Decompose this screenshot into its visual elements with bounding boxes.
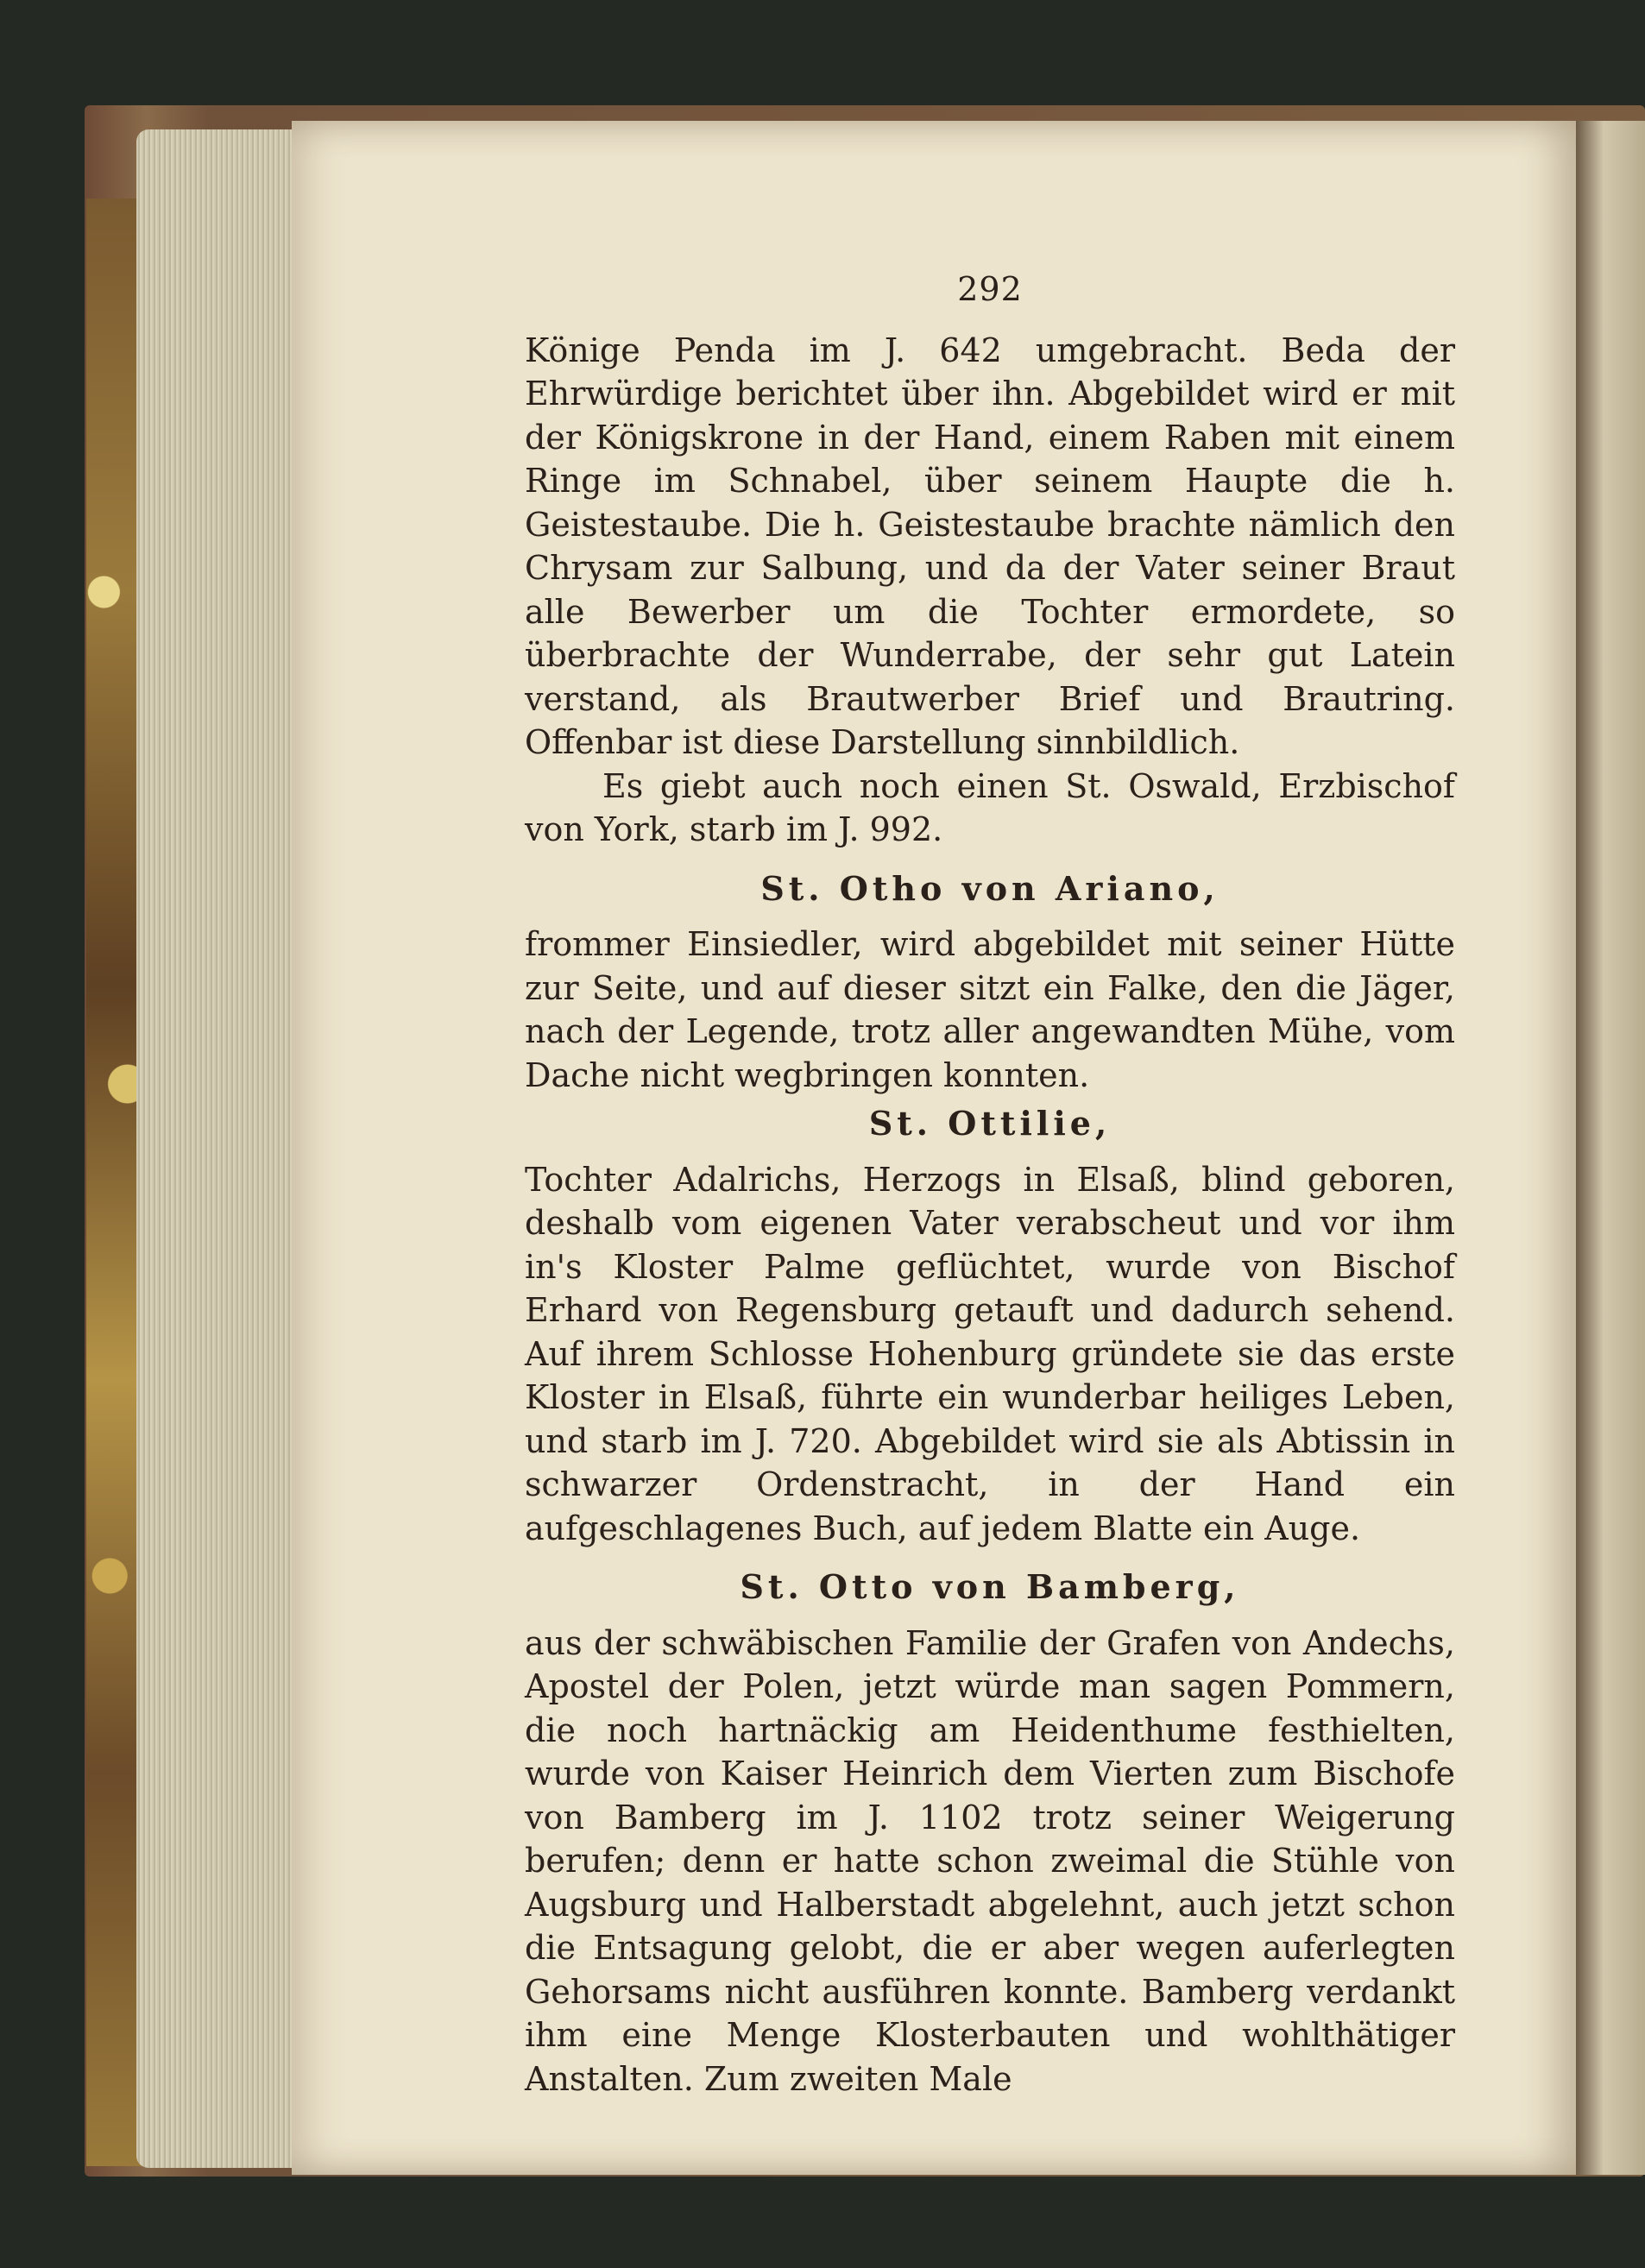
paragraph: Es giebt auch noch einen St. Oswald, Erzbischof von York, starb im J. 992. xyxy=(525,766,1455,848)
page-number: 292 xyxy=(957,270,1023,308)
page-content xyxy=(525,268,1455,2101)
section-heading-otto: St. Otto von Bamberg, xyxy=(740,1567,1240,1606)
section-body-otto: aus der schwäbischen Familie der Grafen von Andechs, Apostel der Polen, jetzt würde man sagen Pommern, die noch hartnäckig am Heidenthume festhielten, wurde von Kaiser Heinrich dem Vierten zum Bischofe von Bamberg im J. 1102 trotz seiner Weigerung berufen; denn er hatte schon zweimal die Stühle von Augsburg und Halberstadt abgelehnt, auch jetzt schon die Entsagung gelobt, die er aber wegen auferlegten Gehorsams nicht ausführen konnte. Bamberg verdankt ihm eine Menge Klosterbauten und wohlthätiger Anstalten. Zum zweiten Male xyxy=(525,1623,1455,2098)
section-body-ottilie: Tochter Adalrichs, Herzogs in Elsaß, blind geboren, deshalb vom eigenen Vater verabscheut und vor ihm in's Kloster Palme geflüchtet, wurde von Bischof Erhard von Regensburg getauft und dadurch sehend. Auf ihrem Schlosse Hohenburg gründete sie das erste Kloster in Elsaß, führte ein wunderbar heiliges Leben, und starb im J. 720. Abgebildet wird sie als Abtissin in schwarzer Ordenstracht, in der Hand ein aufgeschlagenes Buch, auf jedem Blatte ein Auge. xyxy=(525,1160,1455,1547)
facing-page-edge xyxy=(1576,121,1645,2175)
paragraph: Könige Penda im J. 642 umgebracht. Beda der Ehrwürdige berichtet über ihn. Abgebildet wird er mit der Königskrone in der Hand, einem Raben mit einem Ringe im Schnabel, über seinem Haupte die h. Geistestaube. Die h. Geistestaube brachte nämlich den Chrysam zur Salbung, und da der Vater seiner Braut alle Bewerber um die Tochter ermordete, so überbrachte der Wunderrabe, der sehr gut Latein verstand, als Brautwerber Brief und Brautring. Offenbar ist diese Darstellung sinnbildlich. xyxy=(525,331,1455,761)
page-edges xyxy=(136,129,300,2168)
section-heading-ottilie: St. Ottilie, xyxy=(868,1104,1112,1143)
section-body-otho: frommer Einsiedler, wird abgebildet mit seiner Hütte zur Seite, und auf dieser sitzt ein Falke, den die Jäger, nach der Legende, trotz aller angewandten Mühe, vom Dache nicht wegbringen konnten. xyxy=(525,925,1455,1094)
section-heading-otho: St. Otho von Ariano, xyxy=(760,868,1220,908)
